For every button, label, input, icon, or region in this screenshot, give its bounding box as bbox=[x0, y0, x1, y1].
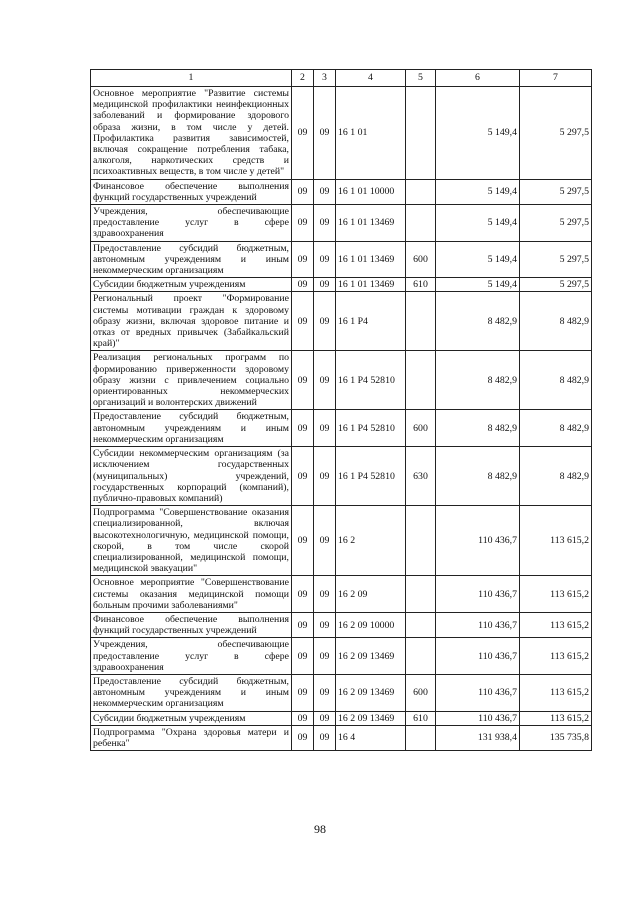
row-subsection-code: 09 bbox=[314, 612, 336, 637]
row-target-article: 16 1 01 10000 bbox=[336, 179, 406, 204]
row-target-article: 16 1 P4 52810 bbox=[336, 410, 406, 447]
row-section-code: 09 bbox=[292, 351, 314, 410]
table-row bbox=[91, 711, 592, 725]
row-subsection-code: 09 bbox=[314, 410, 336, 447]
row-subsection-code: 09 bbox=[314, 87, 336, 180]
row-amount-year-1: 5 149,4 bbox=[436, 87, 520, 180]
row-expense-type: 600 bbox=[406, 241, 436, 278]
table-row bbox=[91, 278, 592, 292]
row-amount-year-1: 5 149,4 bbox=[436, 278, 520, 292]
row-name: Финансовое обеспечение выполнения функций государственных учреждений bbox=[91, 612, 292, 637]
row-section-code: 09 bbox=[292, 241, 314, 278]
row-subsection-code: 09 bbox=[314, 506, 336, 576]
row-section-code: 09 bbox=[292, 638, 314, 675]
row-amount-year-2: 8 482,9 bbox=[520, 447, 592, 506]
row-amount-year-2: 5 297,5 bbox=[520, 87, 592, 180]
row-target-article: 16 1 P4 52810 bbox=[336, 351, 406, 410]
row-target-article: 16 1 P4 52810 bbox=[336, 447, 406, 506]
row-subsection-code: 09 bbox=[314, 241, 336, 278]
row-amount-year-2: 5 297,5 bbox=[520, 205, 592, 242]
table-row bbox=[91, 576, 592, 613]
row-amount-year-1: 110 436,7 bbox=[436, 612, 520, 637]
table-row bbox=[91, 205, 592, 242]
row-name: Подпрограмма "Охрана здоровья матери и ребенка" bbox=[91, 725, 292, 750]
row-amount-year-2: 8 482,9 bbox=[520, 410, 592, 447]
row-target-article: 16 2 09 13469 bbox=[336, 711, 406, 725]
row-amount-year-1: 8 482,9 bbox=[436, 351, 520, 410]
row-amount-year-2: 113 615,2 bbox=[520, 638, 592, 675]
table-row bbox=[91, 612, 592, 637]
row-subsection-code: 09 bbox=[314, 447, 336, 506]
row-target-article: 16 4 bbox=[336, 725, 406, 750]
row-amount-year-1: 5 149,4 bbox=[436, 241, 520, 278]
header-cell-6: 6 bbox=[436, 70, 520, 87]
row-name: Основное мероприятие "Развитие системы медицинской профилактики неинфекционных заболеваний и формирование здорового образа жизни, в том числе у детей. Профилактика развития зависимостей, включая сокращение потребления табака, алкоголя, наркотических средств и психоактивных веществ, в том числе у детей" bbox=[91, 87, 292, 180]
row-subsection-code: 09 bbox=[314, 576, 336, 613]
header-cell-7: 7 bbox=[520, 70, 592, 87]
row-target-article: 16 1 01 bbox=[336, 87, 406, 180]
row-target-article: 16 2 09 13469 bbox=[336, 638, 406, 675]
row-amount-year-2: 5 297,5 bbox=[520, 241, 592, 278]
row-target-article: 16 2 bbox=[336, 506, 406, 576]
page-number: 98 bbox=[314, 822, 326, 836]
row-section-code: 09 bbox=[292, 674, 314, 711]
row-expense-type bbox=[406, 725, 436, 750]
row-expense-type bbox=[406, 292, 436, 351]
row-section-code: 09 bbox=[292, 506, 314, 576]
budget-table bbox=[90, 69, 592, 751]
table-row bbox=[91, 87, 592, 180]
row-expense-type bbox=[406, 351, 436, 410]
row-name: Предоставление субсидий бюджетным, автономным учреждениям и иным некоммерческим организациям bbox=[91, 410, 292, 447]
row-amount-year-1: 8 482,9 bbox=[436, 447, 520, 506]
row-target-article: 16 2 09 13469 bbox=[336, 674, 406, 711]
row-subsection-code: 09 bbox=[314, 711, 336, 725]
row-target-article: 16 1 01 13469 bbox=[336, 205, 406, 242]
row-expense-type: 600 bbox=[406, 410, 436, 447]
row-target-article: 16 2 09 bbox=[336, 576, 406, 613]
row-subsection-code: 09 bbox=[314, 179, 336, 204]
header-cell-1: 1 bbox=[91, 70, 292, 87]
row-section-code: 09 bbox=[292, 725, 314, 750]
row-section-code: 09 bbox=[292, 179, 314, 204]
row-amount-year-2: 113 615,2 bbox=[520, 711, 592, 725]
row-amount-year-2: 5 297,5 bbox=[520, 179, 592, 204]
row-amount-year-2: 113 615,2 bbox=[520, 674, 592, 711]
row-amount-year-1: 110 436,7 bbox=[436, 506, 520, 576]
header-cell-4: 4 bbox=[336, 70, 406, 87]
row-expense-type: 610 bbox=[406, 711, 436, 725]
row-amount-year-2: 8 482,9 bbox=[520, 351, 592, 410]
row-target-article: 16 2 09 10000 bbox=[336, 612, 406, 637]
row-amount-year-1: 110 436,7 bbox=[436, 576, 520, 613]
row-amount-year-2: 8 482,9 bbox=[520, 292, 592, 351]
row-expense-type bbox=[406, 87, 436, 180]
row-section-code: 09 bbox=[292, 447, 314, 506]
header-cell-3: 3 bbox=[314, 70, 336, 87]
row-expense-type bbox=[406, 612, 436, 637]
table-body bbox=[91, 87, 592, 751]
row-subsection-code: 09 bbox=[314, 674, 336, 711]
row-expense-type bbox=[406, 506, 436, 576]
table-header-row bbox=[91, 70, 592, 87]
table-row bbox=[91, 241, 592, 278]
row-amount-year-2: 113 615,2 bbox=[520, 576, 592, 613]
row-section-code: 09 bbox=[292, 205, 314, 242]
header-cell-5: 5 bbox=[406, 70, 436, 87]
row-name: Подпрограмма "Совершенствование оказания специализированной, включая высокотехнологичную, медицинской помощи, скорой, в том числе скорой специализированной, медицинской помощи, медицинской эвакуации" bbox=[91, 506, 292, 576]
row-section-code: 09 bbox=[292, 410, 314, 447]
table-row bbox=[91, 506, 592, 576]
row-name: Предоставление субсидий бюджетным, автономным учреждениям и иным некоммерческим организациям bbox=[91, 241, 292, 278]
table-row bbox=[91, 725, 592, 750]
row-amount-year-1: 110 436,7 bbox=[436, 711, 520, 725]
row-expense-type bbox=[406, 179, 436, 204]
row-amount-year-1: 110 436,7 bbox=[436, 674, 520, 711]
table-row bbox=[91, 674, 592, 711]
row-name: Учреждения, обеспечивающие предоставление услуг в сфере здравоохранения bbox=[91, 638, 292, 675]
row-name: Предоставление субсидий бюджетным, автономным учреждениям и иным некоммерческим организациям bbox=[91, 674, 292, 711]
row-section-code: 09 bbox=[292, 87, 314, 180]
row-expense-type bbox=[406, 638, 436, 675]
row-amount-year-2: 113 615,2 bbox=[520, 612, 592, 637]
row-expense-type: 600 bbox=[406, 674, 436, 711]
row-amount-year-1: 131 938,4 bbox=[436, 725, 520, 750]
row-amount-year-2: 135 735,8 bbox=[520, 725, 592, 750]
row-expense-type bbox=[406, 205, 436, 242]
row-amount-year-1: 110 436,7 bbox=[436, 638, 520, 675]
row-subsection-code: 09 bbox=[314, 205, 336, 242]
row-expense-type: 610 bbox=[406, 278, 436, 292]
table-row bbox=[91, 410, 592, 447]
table-row bbox=[91, 447, 592, 506]
row-subsection-code: 09 bbox=[314, 292, 336, 351]
row-name: Финансовое обеспечение выполнения функций государственных учреждений bbox=[91, 179, 292, 204]
row-subsection-code: 09 bbox=[314, 278, 336, 292]
row-name: Реализация региональных программ по формированию приверженности здоровому образу жизни с привлечением социально ориентированных некоммерческих организаций и волонтерских движений bbox=[91, 351, 292, 410]
row-amount-year-1: 8 482,9 bbox=[436, 410, 520, 447]
row-section-code: 09 bbox=[292, 278, 314, 292]
table-row bbox=[91, 179, 592, 204]
row-name: Региональный проект "Формирование системы мотивации граждан к здоровому образу жизни, включая здоровое питание и отказ от вредных привычек (Забайкальский край)" bbox=[91, 292, 292, 351]
row-subsection-code: 09 bbox=[314, 351, 336, 410]
row-name: Учреждения, обеспечивающие предоставление услуг в сфере здравоохранения bbox=[91, 205, 292, 242]
row-expense-type bbox=[406, 576, 436, 613]
row-subsection-code: 09 bbox=[314, 638, 336, 675]
row-name: Основное мероприятие "Совершенствование системы оказания медицинской помощи больным прочими заболеваниями" bbox=[91, 576, 292, 613]
table-row bbox=[91, 638, 592, 675]
row-target-article: 16 1 01 13469 bbox=[336, 278, 406, 292]
row-amount-year-2: 113 615,2 bbox=[520, 506, 592, 576]
row-section-code: 09 bbox=[292, 576, 314, 613]
table-row bbox=[91, 351, 592, 410]
row-name: Субсидии бюджетным учреждениям bbox=[91, 278, 292, 292]
row-amount-year-1: 5 149,4 bbox=[436, 205, 520, 242]
row-target-article: 16 1 01 13469 bbox=[336, 241, 406, 278]
row-expense-type: 630 bbox=[406, 447, 436, 506]
row-target-article: 16 1 P4 bbox=[336, 292, 406, 351]
row-name: Субсидии некоммерческим организациям (за исключением государственных (муниципальных) учреждений, государственных корпораций (компаний), публично-правовых компаний) bbox=[91, 447, 292, 506]
row-section-code: 09 bbox=[292, 292, 314, 351]
row-section-code: 09 bbox=[292, 612, 314, 637]
row-amount-year-2: 5 297,5 bbox=[520, 278, 592, 292]
row-name: Субсидии бюджетным учреждениям bbox=[91, 711, 292, 725]
row-amount-year-1: 8 482,9 bbox=[436, 292, 520, 351]
row-amount-year-1: 5 149,4 bbox=[436, 179, 520, 204]
row-section-code: 09 bbox=[292, 711, 314, 725]
table-row bbox=[91, 292, 592, 351]
row-subsection-code: 09 bbox=[314, 725, 336, 750]
header-cell-2: 2 bbox=[292, 70, 314, 87]
